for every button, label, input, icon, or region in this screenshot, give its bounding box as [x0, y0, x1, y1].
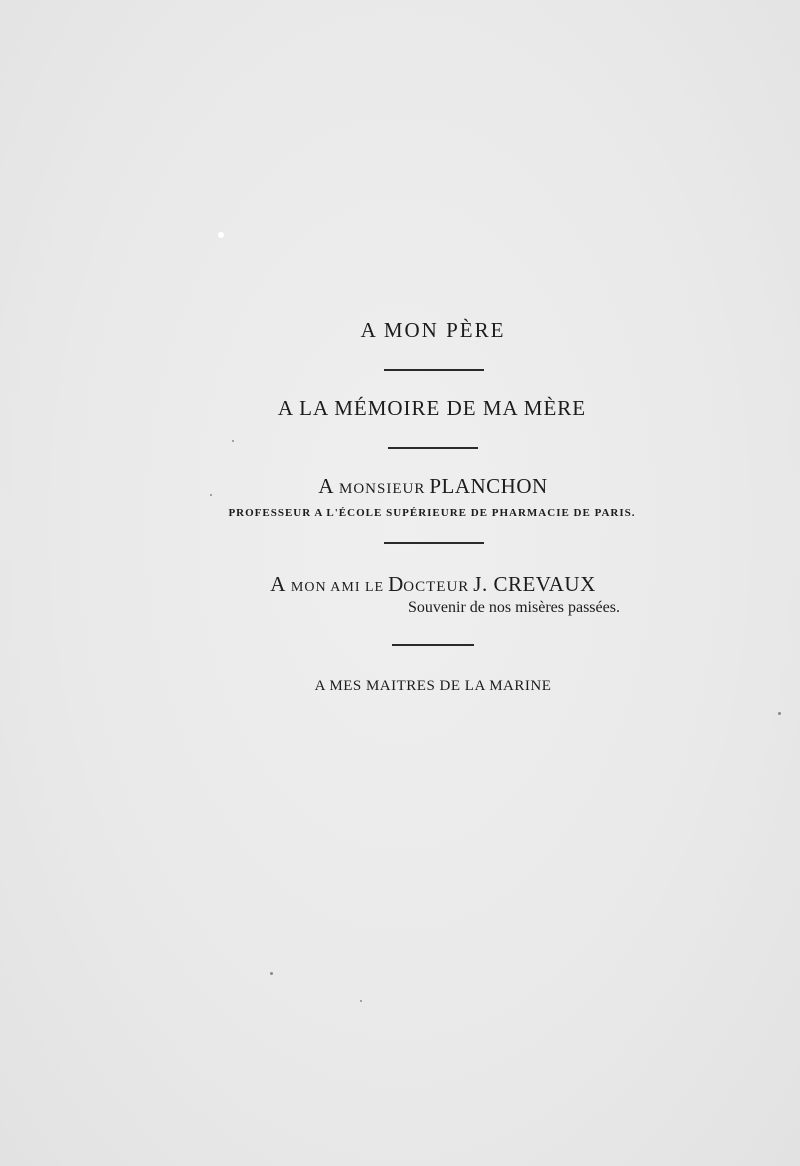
paper-speck — [270, 972, 273, 975]
dedication-crevaux — [0, 572, 800, 597]
planchon-name: PLANCHON — [429, 474, 548, 498]
paper-speck — [210, 494, 212, 496]
crevaux-souvenir: Souvenir de nos misères passées. — [408, 599, 620, 616]
dedication-planchon — [0, 474, 800, 499]
divider-rule — [384, 542, 484, 544]
planchon-prefix-rest: MONSIEUR — [338, 481, 426, 497]
crevaux-name: J. CREVAUX — [473, 572, 596, 596]
dedication-maitres: A MES MAITRES DE LA MARINE — [314, 678, 552, 694]
crevaux-doctor-rest: OCTEUR — [403, 579, 470, 595]
divider-rule — [388, 447, 478, 449]
paper-speck — [778, 712, 781, 715]
planchon-title: PROFESSEUR A L'ÉCOLE SUPÉRIEURE DE PHARMACIE DE PARIS. — [228, 507, 636, 519]
divider-rule — [392, 644, 474, 646]
dedication-mother: A LA MÉMOIRE DE MA MÈRE — [277, 396, 587, 420]
crevaux-prefix-a: A — [270, 572, 287, 596]
paper-speck — [218, 232, 224, 238]
paper-speck — [360, 1000, 362, 1002]
planchon-prefix-a: A — [318, 474, 335, 498]
crevaux-prefix-rest: MON AMI LE — [290, 580, 385, 595]
crevaux-doctor-d: D — [388, 572, 404, 596]
divider-rule — [384, 369, 484, 371]
dedication-father: A MON PÈRE — [360, 318, 506, 342]
paper-speck — [232, 440, 234, 442]
